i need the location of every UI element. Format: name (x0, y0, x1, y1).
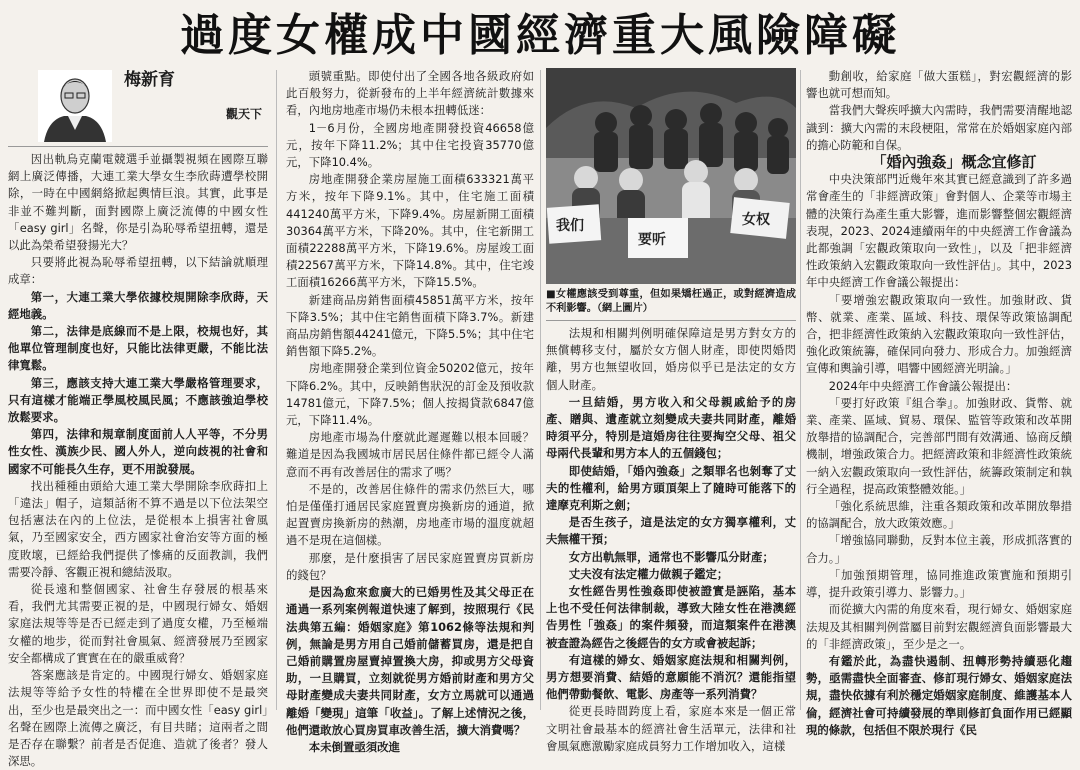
paragraph: 房地產開發企業房屋施工面積633321萬平方米，按年下降9.1%。其中，住宅施工面積441240萬平方米，下降9.4%。房屋新開工面積30364萬平方米，下降20%。其中，住宅新開工面積22288萬平方米，下降19.6%。房屋竣工面積22567萬平方米，下降14.8%。其中，住宅竣工面積16266萬平方米，下降15.5%。 (286, 172, 534, 290)
paragraph: 丈夫沒有法定權力做親子鑑定； (568, 566, 729, 581)
paragraph: 第三，應該支持大連工業大學嚴格管理要求，只有這樣才能端正學風校風民風；不應該強迫學校放鬆要求。 (8, 375, 268, 425)
paragraph: 一旦結婚，男方收入和父母親戚給予的房產、贈與、遺產就立刻變成夫妻共同財產，離婚時須平分，特別是這婚房往往要掏空父母、祖父母兩代長輩和男方本人的五個錢包； (546, 394, 796, 461)
sign-right-text: 女权 (742, 212, 770, 228)
column-1-body (8, 151, 268, 770)
paragraph: 第二，法律是底線而不是上限，校規也好，其他單位管理制度也好，只能比法律更嚴，不能比法律寬鬆。 (8, 324, 268, 373)
paragraph: 「要增強宏觀政策取向一致性。加強財政、貨幣、就業、產業、區域、科技、環保等政策協調配合，把非經濟性政策納入宏觀政策取向一致性評估，強化政策統籌，確保同向發力、形成合力。加強經濟宣傳和輿論引導，唱響中國經濟光明論。」 (806, 292, 1072, 376)
subheading: 「婚內強姦」概念宜修訂 (871, 153, 1037, 172)
paragraph: 因出軌烏克蘭電競選手並攝製視頻在國際互聯網上廣泛傳播，大連工業大學女生李欣蒔遭學校開除，一時在中國網絡掀起輿情巨浪。其實，此事是非並不難判斷，面對國際上廣泛流傳的中國女性「easy girl」名聲，你是引為恥辱希望扭轉，還是以此為榮希望發揚光大？ (8, 152, 268, 253)
paragraph: 中央決策部門近幾年來其實已經意識到了許多過常會產生的「非經濟政策」會對個人、企業等市場主體的決策行為產生重大影響，進而影響整個宏觀經濟表現，2023、2024連續兩年的中央經濟工作會議為此都強調「宏觀政策取向一致性」，以及「把非經濟性政策納入宏觀政策取向一致性評估」。其中，2023年中央經濟工作會議公報提出： (806, 172, 1072, 290)
paragraph: 第一，大連工業大學依據校規開除李欣蒔，天經地義。 (8, 289, 268, 321)
column-3-body (546, 325, 796, 755)
byline (8, 68, 268, 147)
paragraph: 第四，法律和規章制度面前人人平等，不分男性女性、漢族少民、國人外人，逆向歧視的社會和國家不可能長久生存，更不用說發展。 (8, 427, 268, 476)
paragraph: 答案應該是肯定的。中國現行婦女、婚姻家庭法規等等給予女性的特權在全世界即使不是最突出，至少也是最突出之一：而中國女性「easy girl」名聲在國際上流傳之廣泛，有目共睹；這兩者之間是否存在聯繫？前者是否促進、造就了後者？發人深思。 (8, 668, 268, 769)
paragraph: 從更長時間跨度上看，家庭本來是一個正常文明社會最基本的經濟社會生活單元，法律和社會風氣應激勵家庭成員努力工作增加收入，這樣 (546, 704, 796, 753)
sign-center-text: 要听 (638, 232, 666, 248)
paragraph: 「要打好政策『組合拳』。加強財政、貨幣、就業、產業、區域、貿易、環保、監管等政策和改革開放舉措的協調配合，完善部門間有效溝通、協商反饋機制，增強政策合力。把經濟政策和非經濟性政策統一納入宏觀政策取向一致性評估，統籌政策制定和執行全過程，提高政策整體效能。」 (806, 395, 1072, 496)
news-photo (546, 68, 796, 284)
column-4 (806, 68, 1072, 737)
author-name: 梅新育 (124, 70, 175, 90)
author-portrait (38, 70, 112, 142)
column-4-intro (806, 68, 1072, 154)
paragraph: 新建商品房銷售面積45851萬平方米，按年下降3.5%；其中住宅銷售面積下降3.7%。新建商品房銷售額44241億元，下降5.5%；其中住宅銷售額下降5.2%。 (286, 292, 534, 359)
photo-caption: ■女權應該受到尊重，但如果矯枉過正，或對經濟造成不利影響。（網上圖片） (546, 289, 796, 314)
paragraph: 只要將此視為恥辱希望扭轉，以下結論就順理成章： (8, 255, 268, 287)
paragraph: 女性經告男性強姦即使被證實是誣陷，基本上也不受任何法律制裁，導致大陸女性在港澳經告男性「強姦」的案件頻發，而這類案件在港澳被查證為經告之後經告的女方或會被起訴； (546, 584, 796, 650)
paragraph: 不是的，改善居住條件的需求仍然巨大，哪怕是僅僅打通居民家庭置賣房換新房的通道，掀起置賣房換新房的熱潮，房地產市場的溫度就超過不是現在這個樣。 (286, 481, 534, 548)
paragraph: 是否生孩子，這是法定的女方獨享權利，丈夫無權干預； (546, 515, 796, 547)
paragraph: 是因為愈來愈廣大的已婚男性及其父母正在通過一系列案例報道快速了解到，按照現行《民法典第五編：婚姻家庭》第1062條等法規和判例，無論是男方用自己婚前儲蓄買房，還是把自己婚前購置房屋賣掉置換大房，抑或男方父母資助，一旦購買，立刻就從男方婚前財產和男方父母財產變成夫妻共同財產，女方立馬就可以通過離婚「變現」這筆「收益」。了解上述情況之後，他們還敢放心買房買車改善生活，擴大消費嗎？ (286, 585, 534, 737)
column-divider (540, 70, 541, 710)
paragraph: 而從擴大內需的角度來看，現行婦女、婚姻家庭法規及其相關判例當屬目前對宏觀經濟負面影響最大的「非經濟政策」，至少是之一。 (806, 602, 1072, 651)
paragraph: 找出種種由頭給大連工業大學開除李欣蒔扣上「違法」帽子，這類話術不算不過是以下位法架空包括憲法在內的上位法，是從根本上損害社會風氣，乃至國家安全，西方國家社會治安等方面的極度敗壞，已經給我們提供了慘痛的反面教訓，我們需要冷靜、客觀正視和總結汲取。 (8, 478, 268, 579)
paragraph: 2024年中央經濟工作會議公報提出： (828, 378, 1018, 393)
paragraph: 「加強預期管理，協同推進政策實施和預期引導，提升政策引導力、影響力。」 (806, 567, 1072, 600)
paragraph: 當我們大聲疾呼擴大內需時，我們需要清醒地認識到：擴大內需的末段梗阻，常常在於婚姻家庭內部的擔心防範和自保。 (806, 103, 1072, 152)
paragraph: 有這樣的婦女、婚姻家庭法規和相關判例，男方想要消費、結婚的意願能不消沉？還能指望他們帶動餐飲、電影、房產等一系列消費？ (546, 652, 796, 702)
column-2-body (286, 68, 534, 756)
column-2 (286, 68, 534, 754)
paragraph: 頭號重點。即使付出了全國各地各級政府如此百般努力，從新發布的上半年經濟統計數據來看，內地房地產市場仍未根本扭轉低迷： (286, 69, 534, 118)
sign-left-text: 我们 (556, 218, 584, 234)
paragraph: 房地產市場為什麼就此遲遲難以根本回暖？難道是因為我國城市居民居住條件都已經令人滿意而不再有改善居住的需求了嗎？ (286, 430, 534, 479)
paragraph: 從長遠和整個國家、社會生存發展的根基來看，我們尤其需要正視的是，中國現行婦女、婚姻家庭法規等等是否已經走到了過度女權，乃至極端女權的地步，從而對社會風氣、經濟發展乃至國家安全都構成了實實在在的嚴重威脅？ (8, 582, 268, 665)
paragraph: 1－6月份，全國房地產開發投資46658億元，按年下降11.2%；其中住宅投資35770億元，下降10.4%。 (286, 120, 534, 170)
column-title: 觀天下 (225, 107, 262, 121)
paragraph: 「強化系統思維，注重各類政策和改革開放舉措的協調配合，放大政策效應。」 (806, 499, 1072, 531)
column-divider (276, 70, 277, 710)
paragraph: 那麼，是什麼損害了居民家庭置賣房買新房的錢包？ (286, 550, 534, 582)
paragraph: 「增強協同聯動，反對本位主義，形成抓落實的合力。」 (806, 533, 1072, 565)
column-4-body (806, 171, 1072, 739)
headline: 過度女權成中國經濟重大風險障礙 (180, 10, 900, 61)
paragraph: 法規和相關判例明確保障這是男方對女方的無償轉移支付，屬於女方個人財產，即使閃婚閃離，男方也無望收回，婚房似乎已是法定的女方個人財產。 (546, 326, 796, 392)
paragraph: 即使結婚，「婚內強姦」之類罪名也剝奪了丈夫的性權利，給男方頭頂架上了隨時可能落下的達摩克利斯之劍； (546, 463, 796, 513)
paragraph: 房地產開發企業到位資金50202億元，按年下降6.2%。其中，反映銷售狀況的訂金及預收款14781億元，下降7.5%；個人按揭貸款6847億元，下降11.4%。 (286, 361, 534, 428)
paragraph: 女方出軌無罪，通常也不影響瓜分財產； (568, 549, 774, 564)
column-1 (8, 68, 268, 769)
paragraph: 動創收，給家庭「做大蛋糕」，對宏觀經濟的影響也就可想而知。 (806, 69, 1072, 101)
column-3 (546, 68, 796, 753)
column-divider (800, 70, 801, 710)
paragraph: 有鑑於此，為盡快遏制、扭轉形勢持續惡化趨勢，亟需盡快全面審查、修訂現行婦女、婚姻家庭法規，盡快依據有利於穩定婚姻家庭制度、維護基本人倫，經濟社會可持續發展的準則修訂負面作用已經顯現的條款，包括但不限於現行《民 (806, 653, 1072, 737)
paragraph: 本未倒置亟須改進 (308, 739, 400, 754)
